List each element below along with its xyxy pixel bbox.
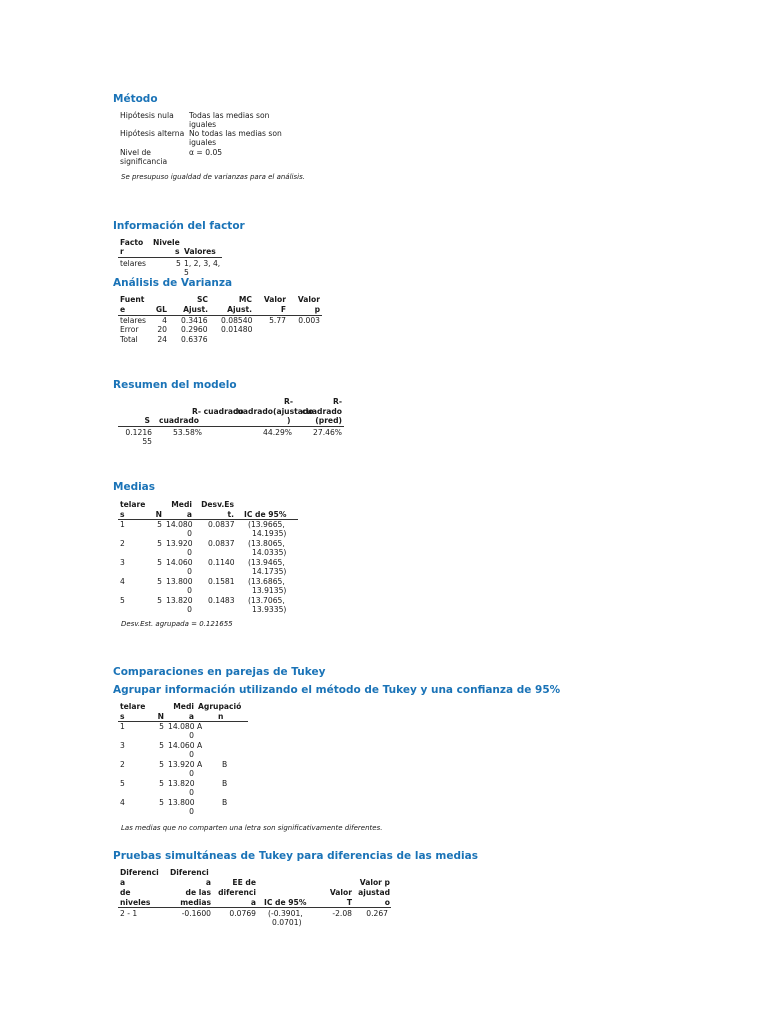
pruebas-row-t: -2.08 (332, 909, 352, 918)
tukey-header-media-b: a (188, 712, 194, 721)
factor-row-valores-2: 5 (184, 268, 189, 277)
tukey-row-media-cont: 0 (189, 750, 194, 759)
factor-header-niveles-b: s (175, 247, 180, 256)
pruebas-header-dif-a: Diferenci (170, 868, 209, 877)
pruebas-header-ee-a: EE de (232, 878, 256, 887)
anova-row-telares-sc: 0.3416 (181, 316, 208, 325)
factor-row-niveles: 5 (176, 259, 181, 268)
tukey-row-group-b: B (222, 760, 228, 769)
resumen-header-s: S (144, 416, 150, 425)
tukey-row-n: 5 (159, 741, 164, 750)
pruebas-header-niveles-d: niveles (120, 898, 151, 907)
pruebas-header-t-b: T (346, 898, 352, 907)
anova-header-p-a: Valor (297, 295, 320, 304)
resumen-value-r2pred: 27.46% (313, 428, 342, 437)
anova-header-mc-b: Ajust. (227, 305, 252, 314)
anova-row-telares-p: 0.003 (298, 316, 320, 325)
medias-row-n: 5 (157, 539, 162, 548)
tukey-row-n: 5 (159, 779, 164, 788)
resumen-header-r2-a: R- cuadrado (192, 407, 244, 416)
medias-row-desv: 0.1483 (208, 596, 235, 605)
anova-title: Análisis de Varianza (113, 277, 233, 289)
tukey-row-group-a: A (197, 760, 203, 769)
pruebas-header-ic: IC de 95% (264, 898, 307, 907)
tukey-row-telar: 4 (120, 798, 125, 807)
medias-row-ic-1: (13.6865, (248, 577, 285, 586)
pruebas-row-p: 0.267 (366, 909, 388, 918)
factor-header-niveles-a: Nivele (153, 238, 180, 247)
metodo-note: Se presupuso igualdad de varianzas para el análisis. (121, 173, 305, 181)
medias-row-media: 13.920 (166, 539, 193, 548)
pruebas-header-dif-d: medias (180, 898, 211, 907)
pruebas-header-niveles-a: Diferenci (120, 868, 159, 877)
metodo-label-nula: Hipótesis nula (120, 111, 174, 120)
tukey-title: Comparaciones en parejas de Tukey (113, 666, 326, 678)
anova-header-p-b: p (314, 305, 320, 314)
pruebas-row-niveles: 2 - 1 (120, 909, 138, 918)
metodo-value-alterna-2: iguales (189, 138, 217, 147)
medias-row-media-cont: 0 (187, 605, 192, 614)
medias-row-media-cont: 0 (187, 548, 192, 557)
resumen-header-pred-b: cuadrado (302, 407, 342, 416)
pruebas-header-niveles-b: a (120, 878, 126, 887)
factor-header-valores: Valores (184, 247, 216, 256)
medias-row-desv: 0.1581 (208, 577, 235, 586)
medias-row-n: 5 (157, 596, 162, 605)
factor-header-rule (118, 257, 222, 258)
pruebas-title: Pruebas simultáneas de Tukey para diferencias de las medias (113, 850, 478, 862)
tukey-note: Las medias que no comparten una letra son significativamente diferentes. (121, 824, 383, 832)
pruebas-header-p-b: ajustad (358, 888, 390, 897)
tukey-header-telares-a: telare (120, 702, 146, 711)
resumen-header-adj-a: R- (284, 397, 293, 406)
metodo-title: Método (113, 93, 158, 105)
medias-row-n: 5 (157, 520, 162, 529)
resumen-title: Resumen del modelo (113, 379, 237, 391)
anova-header-mc-a: MC (238, 295, 252, 304)
tukey-header-agrupacion-a: Agrupació (198, 702, 242, 711)
medias-row-ic-2: 14.0335) (252, 548, 287, 557)
medias-header-ic: IC de 95% (244, 510, 287, 519)
medias-header-telares-a: telare (120, 500, 146, 509)
tukey-row-telar: 1 (120, 722, 125, 731)
tukey-row-n: 5 (159, 722, 164, 731)
anova-header-sc-b: Ajust. (183, 305, 208, 314)
tukey-subtitle: Agrupar información utilizando el método de Tukey y una confianza de 95% (113, 684, 561, 696)
anova-row-telares-mc: 0.08540 (221, 316, 253, 325)
tukey-header-telares-b: s (120, 712, 125, 721)
factor-header-factor-a: Facto (120, 238, 144, 247)
metodo-value-alpha: α = 0.05 (189, 148, 223, 157)
tukey-row-telar: 2 (120, 760, 125, 769)
anova-row-error-sc: 0.2960 (181, 325, 208, 334)
pruebas-header-p-a: Valor p (359, 878, 390, 887)
medias-header-media-a: Medi (171, 500, 192, 509)
medias-row-ic-1: (13.9465, (248, 558, 285, 567)
anova-row-total-fuente: Total (120, 335, 138, 344)
pruebas-header-niveles-c: de (120, 888, 131, 897)
medias-row-n: 5 (157, 577, 162, 586)
tukey-row-media: 13.920 (168, 760, 195, 769)
tukey-row-telar: 5 (120, 779, 125, 788)
tukey-row-media: 13.820 (168, 779, 195, 788)
tukey-row-group-a: A (197, 741, 203, 750)
medias-row-media: 13.800 (166, 577, 193, 586)
medias-row-media: 13.820 (166, 596, 193, 605)
pruebas-header-dif-b: a (205, 878, 211, 887)
resumen-header-pred-a: R- (333, 397, 342, 406)
medias-row-telar: 4 (120, 577, 125, 586)
tukey-header-n: N (157, 712, 164, 721)
pruebas-header-p-c: o (384, 898, 390, 907)
medias-row-ic-2: 14.1935) (252, 529, 287, 538)
tukey-row-n: 5 (159, 760, 164, 769)
medias-row-telar: 3 (120, 558, 125, 567)
medias-row-telar: 5 (120, 596, 125, 605)
tukey-row-telar: 3 (120, 741, 125, 750)
medias-header-media-b: a (186, 510, 192, 519)
medias-row-ic-1: (13.7065, (248, 596, 285, 605)
factor-row-valores-1: 1, 2, 3, 4, (184, 259, 221, 268)
pruebas-row-ic-1: (-0.3901, (268, 909, 303, 918)
medias-header-n: N (155, 510, 162, 519)
anova-row-total-gl: 24 (157, 335, 167, 344)
pruebas-row-ee: 0.0769 (229, 909, 256, 918)
pruebas-header-dif-c: de las (185, 888, 211, 897)
medias-row-ic-2: 13.9335) (252, 605, 287, 614)
medias-note: Desv.Est. agrupada = 0.121655 (121, 620, 233, 628)
anova-row-error-mc: 0.01480 (221, 325, 253, 334)
metodo-label-alterna: Hipótesis alterna (120, 129, 185, 138)
tukey-row-group-b: B (222, 798, 228, 807)
metodo-label-nivel-1: Nivel de (120, 148, 151, 157)
metodo-value-nula-2: iguales (189, 120, 217, 129)
medias-header-desv-a: Desv.Es (201, 500, 234, 509)
anova-row-telares-fuente: telares (120, 316, 146, 325)
anova-row-telares-f: 5.77 (269, 316, 286, 325)
tukey-row-group-b: B (222, 779, 228, 788)
anova-header-fuente-a: Fuent (120, 295, 145, 304)
medias-row-ic-2: 13.9135) (252, 586, 287, 595)
anova-header-fuente-b: e (120, 305, 126, 314)
metodo-label-nivel-2: significancia (120, 157, 168, 166)
pruebas-header-ee-c: a (250, 898, 256, 907)
resumen-header-adj-b: cuadrado(ajustado (233, 407, 314, 416)
tukey-row-media-cont: 0 (189, 807, 194, 816)
medias-row-ic-2: 14.1735) (252, 567, 287, 576)
medias-row-media-cont: 0 (187, 529, 192, 538)
pruebas-row-ic-2: 0.0701) (272, 918, 302, 927)
pruebas-row-dif: -0.1600 (181, 909, 211, 918)
medias-row-desv: 0.0837 (208, 520, 235, 529)
resumen-value-s-1: 0.1216 (125, 428, 152, 437)
tukey-row-media: 14.060 (168, 741, 195, 750)
medias-row-n: 5 (157, 558, 162, 567)
medias-row-media: 14.060 (166, 558, 193, 567)
medias-row-media: 14.080 (166, 520, 193, 529)
medias-row-media-cont: 0 (187, 586, 192, 595)
medias-row-media-cont: 0 (187, 567, 192, 576)
medias-row-telar: 1 (120, 520, 125, 529)
tukey-header-media-a: Medi (173, 702, 194, 711)
factor-header-factor-b: r (120, 247, 124, 256)
metodo-value-alterna-1: No todas las medias son (189, 129, 282, 138)
anova-header-sc-a: SC (196, 295, 208, 304)
anova-header-f-b: F (280, 305, 286, 314)
tukey-row-media: 14.080 (168, 722, 195, 731)
resumen-value-r2adj: 44.29% (263, 428, 292, 437)
factor-title: Información del factor (113, 220, 245, 232)
medias-title: Medias (113, 481, 156, 493)
tukey-row-media-cont: 0 (189, 769, 194, 778)
anova-row-error-gl: 20 (157, 325, 167, 334)
pruebas-header-t-a: Valor (329, 888, 352, 897)
tukey-row-n: 5 (159, 798, 164, 807)
medias-row-telar: 2 (120, 539, 125, 548)
anova-header-gl: GL (155, 305, 167, 314)
tukey-row-group-a: A (197, 722, 203, 731)
tukey-row-media: 13.800 (168, 798, 195, 807)
pruebas-header-rule (118, 907, 391, 908)
medias-row-desv: 0.1140 (208, 558, 235, 567)
medias-header-desv-b: t. (227, 510, 234, 519)
anova-row-error-fuente: Error (120, 325, 139, 334)
tukey-header-agrupacion-b: n (218, 712, 224, 721)
medias-header-telares-b: s (120, 510, 125, 519)
resumen-header-rule (118, 426, 344, 427)
anova-row-total-sc: 0.6376 (181, 335, 208, 344)
anova-header-f-a: Valor (263, 295, 286, 304)
anova-row-telares-gl: 4 (162, 316, 167, 325)
tukey-row-media-cont: 0 (189, 788, 194, 797)
medias-row-desv: 0.0837 (208, 539, 235, 548)
pruebas-header-ee-b: diferenci (218, 888, 256, 897)
resumen-value-r2: 53.58% (173, 428, 202, 437)
resumen-header-r2-b: cuadrado (159, 416, 199, 425)
medias-row-ic-1: (13.8065, (248, 539, 285, 548)
medias-row-ic-1: (13.9665, (248, 520, 285, 529)
resumen-header-pred-c: (pred) (315, 416, 342, 425)
resumen-header-adj-c: ) (287, 416, 291, 425)
factor-row-factor: telares (120, 259, 146, 268)
metodo-value-nula-1: Todas las medias son (189, 111, 270, 120)
tukey-row-media-cont: 0 (189, 731, 194, 740)
resumen-value-s-2: 55 (142, 437, 152, 446)
